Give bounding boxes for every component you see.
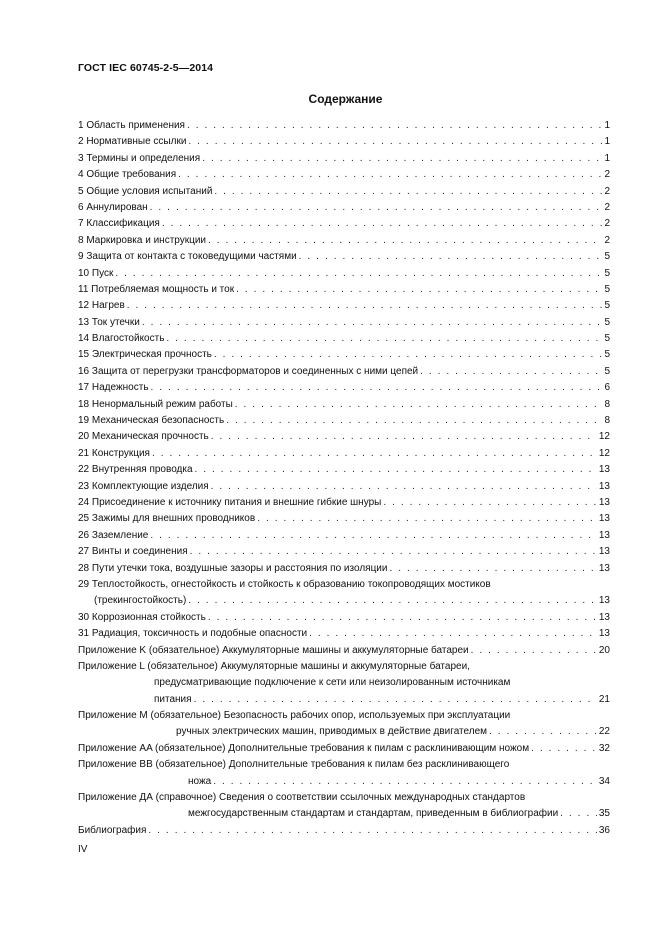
toc-page-number: 2 (604, 218, 610, 230)
dot-leader (257, 511, 597, 527)
toc-entry[interactable] (78, 167, 610, 183)
toc-entry-text: Приложение AA (обязательное) Дополнительные требования к пилам с расклинивающим ножом (78, 742, 530, 754)
toc-entry-29-line1[interactable]: 29 Теплостойкость, огнестойкость и стойкость к образованию токопроводящих мостиков (78, 578, 491, 590)
toc-entry[interactable] (78, 364, 610, 380)
toc-entry[interactable] (78, 200, 610, 216)
toc-entry-annex-da[interactable] (78, 806, 610, 822)
toc-entry[interactable] (78, 643, 610, 659)
toc-entry-annex-bb[interactable] (78, 774, 610, 790)
toc-entry-text: 31 Радиация, токсичность и подобные опасности (78, 628, 308, 640)
toc-entry-text: 17 Надежность (78, 382, 149, 394)
toc-entry[interactable] (78, 298, 610, 314)
toc-entry-text: питания (154, 693, 192, 705)
dot-leader (211, 429, 597, 445)
toc-entry[interactable] (78, 561, 610, 577)
toc-entry[interactable] (78, 134, 610, 150)
toc-entry-text: Библиография (78, 824, 147, 836)
toc-page-number: 2 (604, 201, 610, 213)
toc-entry-text: 16 Защита от перегрузки трансформаторов и соединенных с ними цепей (78, 365, 419, 377)
toc-page-number: 8 (604, 415, 610, 427)
toc-page-number: 5 (604, 251, 610, 263)
toc-entry[interactable] (78, 315, 610, 331)
toc-entry-text: 6 Аннулирован (78, 201, 148, 213)
toc-page-number: 1 (604, 120, 610, 131)
toc-entry-text: 10 Пуск (78, 267, 114, 279)
toc-entry[interactable] (78, 266, 610, 282)
toc-sections-group-b (78, 610, 610, 659)
toc-entry-text: 5 Общие условия испытаний (78, 185, 213, 197)
dot-leader (166, 331, 602, 347)
toc-entry[interactable] (78, 479, 610, 495)
toc-entry[interactable] (78, 397, 610, 413)
toc-page-number: 5 (604, 283, 610, 295)
toc-page-number: 34 (598, 775, 610, 787)
toc-entry[interactable] (78, 347, 610, 363)
toc-entry-text: 4 Общие требования (78, 169, 177, 181)
toc-entry-text: 2 Нормативные ссылки (78, 136, 187, 148)
toc-entry-text: 24 Присоединение к источнику питания и внешние гибкие шнуры (78, 496, 382, 508)
toc-entry-text: 19 Механическая безопасность (78, 415, 225, 427)
dot-leader (152, 446, 597, 462)
toc-entry[interactable] (78, 331, 610, 347)
dot-leader (560, 806, 597, 822)
toc-page-number: 13 (598, 595, 610, 607)
toc-page-number: 20 (598, 644, 610, 656)
toc-page-number: 13 (598, 464, 610, 476)
document-id-header: ГОСТ IEC 60745-2-5—2014 (78, 62, 214, 74)
toc-page-number: 2 (604, 169, 610, 181)
toc-page-number: 13 (598, 546, 610, 558)
toc-entry-text: 15 Электрическая прочность (78, 349, 212, 361)
toc-sections-group (78, 118, 610, 577)
toc-page-number: 5 (604, 300, 610, 312)
toc-entry-29[interactable] (78, 593, 610, 609)
table-of-contents (78, 118, 610, 839)
toc-entry-text: межгосударственным стандартам и стандартам, приведенным в библиографии (188, 808, 559, 820)
toc-entry-text: 23 Комплектующие изделия (78, 480, 209, 492)
toc-entry[interactable] (78, 446, 610, 462)
dot-leader (195, 462, 597, 478)
dot-leader (235, 397, 603, 413)
dot-leader (150, 200, 603, 216)
toc-entry[interactable] (78, 544, 610, 560)
toc-page-number: 1 (604, 152, 610, 164)
dot-leader (190, 544, 597, 560)
dot-leader (531, 741, 597, 757)
toc-entry[interactable] (78, 610, 610, 626)
annex-bb-line1[interactable]: Приложение BB (обязательное) Дополнительные требования к пилам без расклинивающего (78, 759, 510, 771)
dot-leader (226, 413, 602, 429)
toc-entry-text: 28 Пути утечки тока, воздушные зазоры и расстояния по изоляции (78, 562, 388, 574)
toc-entry[interactable] (78, 233, 610, 249)
dot-leader (202, 151, 602, 167)
toc-page-number: 5 (604, 267, 610, 279)
toc-page-number: 35 (598, 808, 610, 820)
toc-entry-text: 11 Потребляемая мощность и ток (78, 283, 235, 295)
toc-entry-text: 12 Нагрев (78, 300, 125, 312)
toc-page-number: 5 (604, 333, 610, 345)
toc-page-number: 8 (604, 398, 610, 410)
toc-entry-text: 8 Маркировка и инструкции (78, 234, 207, 246)
toc-entry-bibliography[interactable] (78, 823, 610, 839)
dot-leader (151, 380, 603, 396)
dot-leader (208, 610, 597, 626)
dot-leader (489, 724, 597, 740)
toc-page-number: 13 (598, 529, 610, 541)
toc-entry-text: 18 Ненормальный режим работы (78, 398, 233, 410)
dot-leader (194, 692, 597, 708)
dot-leader (148, 823, 596, 839)
dot-leader (127, 298, 603, 314)
dot-leader (188, 593, 597, 609)
toc-page-number: 32 (598, 742, 610, 754)
toc-entry-text: 14 Влагостойкость (78, 333, 165, 345)
toc-entry-text: 27 Винты и соединения (78, 546, 188, 558)
toc-page-number: 13 (598, 611, 610, 623)
toc-entry[interactable] (78, 462, 610, 478)
toc-page-number: 5 (604, 365, 610, 377)
dot-leader (142, 315, 603, 331)
toc-entry-text: (трекингостойкость) (94, 595, 187, 607)
toc-entry[interactable] (78, 118, 610, 134)
dot-leader (188, 134, 602, 150)
annex-m-line1[interactable]: Приложение M (обязательное) Безопасность рабочих опор, используемых при эксплуатации (78, 710, 511, 722)
toc-page-number: 13 (598, 480, 610, 492)
toc-entry-text: 9 Защита от контакта с токоведущими частями (78, 251, 297, 263)
toc-entry-annex-m[interactable] (78, 724, 610, 740)
toc-entry-text: 26 Заземление (78, 529, 149, 541)
toc-entry-text: ручных электрических машин, приводимых в действие двигателем (176, 726, 488, 738)
toc-entry[interactable] (78, 282, 610, 298)
toc-entry-annex-aa[interactable] (78, 741, 610, 757)
toc-entry-text: 1 Область применения (78, 120, 185, 131)
toc-page-number: 13 (598, 513, 610, 525)
toc-page-number: 12 (598, 447, 610, 459)
toc-page-number: 36 (598, 824, 610, 836)
toc-entry[interactable] (78, 495, 610, 511)
toc-page-number: 5 (604, 349, 610, 361)
toc-entry-text: 21 Конструкция (78, 447, 150, 459)
toc-entry[interactable] (78, 429, 610, 445)
dot-leader (236, 282, 602, 298)
toc-title: Содержание (308, 92, 383, 106)
toc-page-number: 13 (598, 562, 610, 574)
toc-page-number: 1 (604, 136, 610, 148)
dot-leader (214, 347, 603, 363)
dot-leader (162, 216, 603, 232)
dot-leader (115, 266, 602, 282)
dot-leader (309, 626, 597, 642)
dot-leader (187, 118, 602, 134)
dot-leader (150, 528, 597, 544)
toc-page-number: 13 (598, 628, 610, 640)
toc-entry-text: ножа (188, 775, 212, 787)
toc-entry-text: 3 Термины и определения (78, 152, 201, 164)
toc-entry[interactable] (78, 626, 610, 642)
toc-entry-text: 7 Классификация (78, 218, 160, 230)
dot-leader (214, 184, 602, 200)
toc-entry[interactable] (78, 216, 610, 232)
toc-entry[interactable] (78, 184, 610, 200)
toc-page-number: 21 (598, 693, 610, 705)
toc-entry[interactable] (78, 528, 610, 544)
toc-entry-text: Приложение K (обязательное) Аккумуляторные машины и аккумуляторные батареи (78, 644, 469, 656)
dot-leader (420, 364, 602, 380)
toc-page-number: 22 (598, 726, 610, 738)
toc-entry-text: 20 Механическая прочность (78, 431, 209, 443)
toc-entry-annex-l[interactable] (78, 692, 610, 708)
page-number-footer: IV (78, 844, 88, 855)
dot-leader (178, 167, 602, 183)
annex-l-line1[interactable]: Приложение L (обязательное) Аккумуляторные машины и аккумуляторные батареи, (78, 660, 470, 672)
dot-leader (213, 774, 597, 790)
toc-entry[interactable] (78, 151, 610, 167)
toc-page-number: 5 (604, 316, 610, 328)
dot-leader (383, 495, 597, 511)
toc-page-number: 12 (598, 431, 610, 443)
toc-page-number: 2 (604, 185, 610, 197)
annex-da-line1[interactable]: Приложение ДА (справочное) Сведения о соответствии ссылочных международных стандартов (78, 792, 526, 804)
dot-leader (208, 233, 602, 249)
toc-page-number: 13 (598, 496, 610, 508)
toc-entry-text: 22 Внутренняя проводка (78, 464, 193, 476)
dot-leader (389, 561, 596, 577)
dot-leader (211, 479, 597, 495)
toc-entry-text: 13 Ток утечки (78, 316, 140, 328)
toc-page-number: 2 (604, 234, 610, 246)
toc-entry-text: 30 Коррозионная стойкость (78, 611, 206, 623)
dot-leader (299, 249, 603, 265)
annex-l-line2[interactable]: предусматривающие подключение к сети или неизолированным источникам (154, 677, 511, 689)
toc-entry[interactable] (78, 511, 610, 527)
dot-leader (471, 643, 597, 659)
toc-entry[interactable] (78, 249, 610, 265)
toc-page-number: 6 (604, 382, 610, 394)
toc-entry[interactable] (78, 413, 610, 429)
toc-entry-text: 25 Зажимы для внешних проводников (78, 513, 256, 525)
toc-entry[interactable] (78, 380, 610, 396)
